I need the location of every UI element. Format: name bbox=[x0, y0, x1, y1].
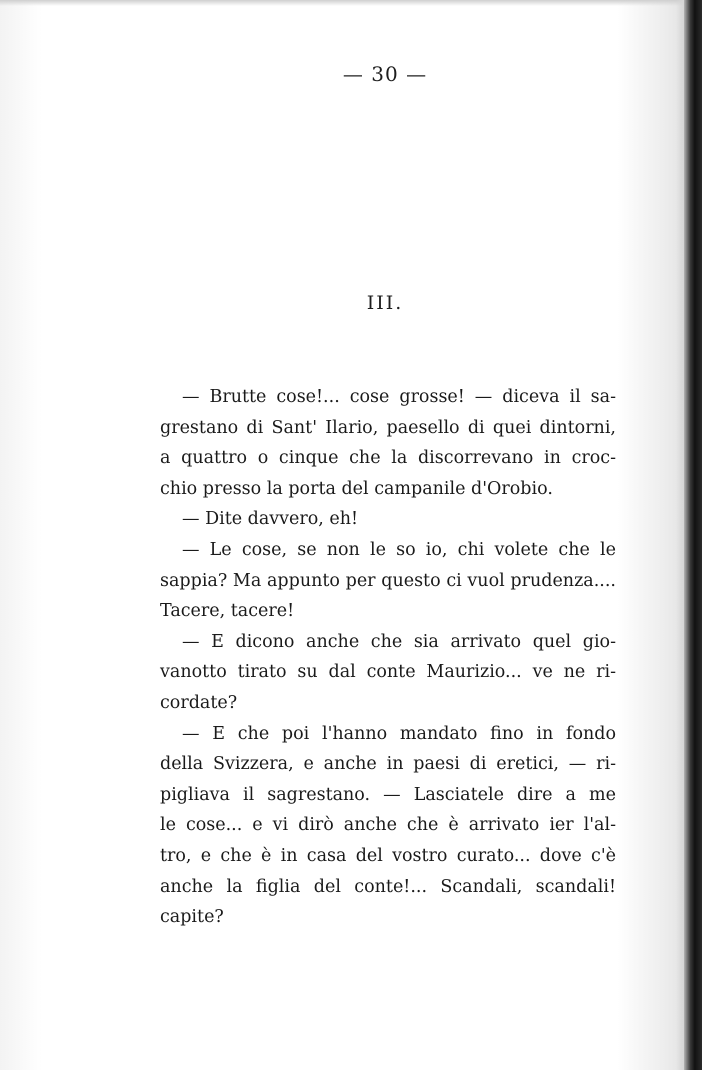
page-number: — 30 — bbox=[342, 62, 428, 86]
text-line: vanotto tirato su dal conte Maurizio... ve ne ri- bbox=[160, 662, 616, 683]
text-line: tro, e che è in casa del vostro curato... dove c'è bbox=[160, 845, 616, 866]
text-line: grestano di Sant' Ilario, paesello di quei dintorni, bbox=[160, 417, 616, 438]
text-line: sappia? Ma appunto per questo ci vuol prudenza.... bbox=[160, 570, 616, 591]
text-line: pigliava il sagrestano. — Lasciatele dire a me bbox=[160, 784, 616, 805]
text-line: capite? bbox=[160, 907, 224, 928]
page-gutter-shadow bbox=[676, 0, 684, 1070]
text-line: Tacere, tacere! bbox=[160, 601, 295, 622]
text-line: — Le cose, se non le so io, chi volete che le bbox=[182, 539, 616, 560]
page-top-edge bbox=[0, 0, 702, 6]
text-line: anche la figlia del conte!... Scandali, scandali! bbox=[160, 876, 616, 897]
text-line: chio presso la porta del campanile d'Orobio. bbox=[160, 478, 553, 499]
text-line: della Svizzera, e anche in paesi di eretici, — ri- bbox=[160, 754, 616, 775]
text-line: le cose... e vi dirò anche che è arrivato ier l'al- bbox=[160, 815, 616, 836]
text-line: — Brutte cose!... cose grosse! — diceva il sa- bbox=[182, 387, 616, 407]
chapter-heading: III. bbox=[366, 292, 404, 314]
body-text bbox=[160, 382, 616, 933]
text-line: — Dite davvero, eh! bbox=[182, 509, 359, 530]
text-line: — E dicono anche che sia arrivato quel gio- bbox=[182, 631, 616, 652]
text-line: — E che poi l'hanno mandato fino in fondo bbox=[182, 723, 616, 744]
text-line: cordate? bbox=[160, 692, 238, 713]
text-line: a quattro o cinque che la discorrevano in croc- bbox=[160, 448, 616, 469]
book-spine bbox=[684, 0, 702, 1070]
